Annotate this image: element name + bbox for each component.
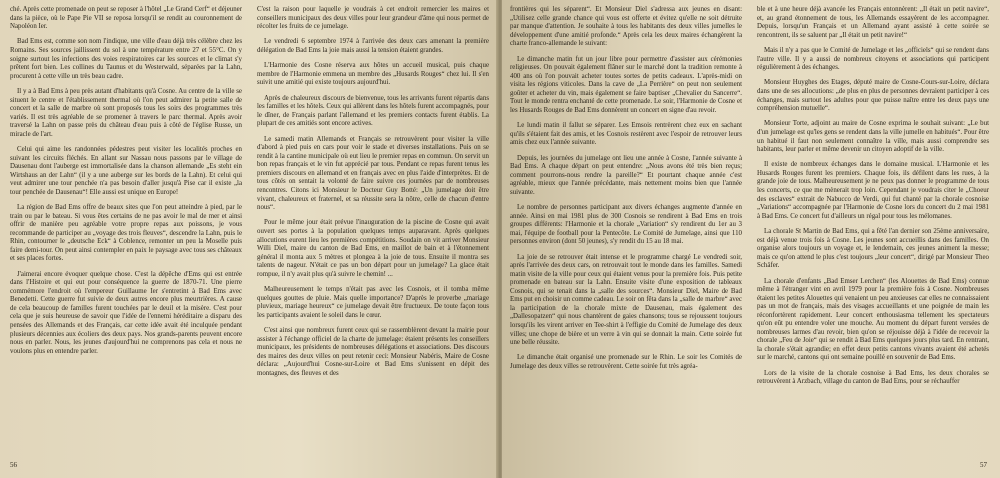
paragraph: Le lundi matin il fallut se séparer. Les Emsois rentrèrent chez eux en sachant qu'ils s'étaient fait des amis, et les Cosnois restèrent avec l'espoir de retrouver leurs amis chez eux l'année suivante.: [510, 122, 742, 147]
paragraph: Bad Ems est, comme son nom l'indique, une ville d'eau déjà très célèbre chez les Romains. Ses sources jaillissent du sol à une température entre 27 et 55°C. On y soigne surtout les infections des voies respiratoires car les sources et le climat s'y prêtent fort bien. Les collines du Taunus et du Westerwald, séparées par la Lahn, procurent à cette ville un très beau cadre.: [10, 38, 242, 80]
paragraph: Malheureusement le temps n'était pas avec les Cosnois, et il tomba même quelques gouttes de pluie. Mais quelle importance? D'après le proverbe „mariage pluvieux, mariage heureux“ ce jumelage devait être fructueux. De toute façon tous les participants avaient le soleil dans le cœur.: [257, 286, 489, 319]
paragraph: ché. Après cette promenade on peut se reposer à l'hôtel „Le Grand Cerf“ et déjeuner dans la pièce, où le Pape Pie VII se reposa lorsqu'il se rendit au couronnement de Napoléon Ier.: [10, 6, 242, 31]
paragraph: Il y a à Bad Ems à peu près autant d'habitants qu'à Cosne. Au centre de la ville se situent le centre et l'établissement thermal où l'on peut admirer la petite salle de concert et la salle de marbre où sont proposés tous les soirs des programmes très variés. Il est très agréable de se promener à travers le parc thermal. Après avoir traversé la Lahn on passe près du château d'eau puis à côté de l'église Russe, un miracle de l'art.: [10, 87, 242, 138]
left-page-column-2: [257, 6, 489, 385]
paragraph: frontières qui les séparent“. Et Monsieur Diel s'adressa aux jeunes en disant: „Utilisez celle grande chance qui vous est offerte et évitez qu'elle ne soit détruite par manque d'attention. Je souhaite à tous les habitants des deux villes jumelles le développement d'une amitié profonde.“ Après cela les deux maires échangèrent la charte franco-allemande le suivant:: [510, 6, 742, 48]
right-page: [502, 0, 1000, 478]
paragraph: Pour le même jour était prévue l'inauguration de la piscine de Cosne qui avait ouvert ses portes à la population quelques temps auparavant. Après quelques allocutions eurent lieu les premières compétitions. Soudain on vit arriver Monsieur Willi Diel, maire du canton de Bad Ems, en maillot de bain et à l'étonnement général il monta aux 5 mètres et plongea à la joie de tous. Ensuite il montra ses talents de nageur. N'était ce pas un bon départ pour un jumelage? La glace était rompue, il n'y avait plus qu'à suivre le chemin! ...: [257, 219, 489, 278]
paragraph: Le dimanche matin fut un jour libre pour permettre d'assister aux cérémonies religieuses. On pouvait également flâner sur le marché dont la tradition remonte à 400 ans où l'on pouvait acheter toutes sortes de petits cadeaux. L'après-midi on visita les régions viticoles. Dans la cave de „La Perrière“ on peut non seulement goûter et acheter du vin, mais également se faire baptiser „Chevalier du Sancerre“. Tout le monde rentra enchanté de cette promenade. Le soir, l'Harmonie de Cosne et les Husards Rouges de Bad Ems donnèrent un concert en signe d'au revoir.: [510, 55, 742, 114]
paragraph: Il existe de nombreux échanges dans le domaine musical. L'Harmonie et les Husards Rouges furent les premiers. Chaque fois, ils défilent dans les rues, à la grande joie de tous. Malheureusement je ne peux pas donner le programme de tous les concerts, ce que me mènerait trop loin. Cependant je voudrais citer le „Choeur des esclaves“ extrait de Nabucco de Verdi, qui fut chanté par la chorale cosnoise „Variations“ accompagnée par l'Harmonie de Cosne lors du concert du 2 mai 1981 à Bad Ems. Ce concert fut d'ailleurs un régal pour tous les mélomanes.: [757, 161, 989, 220]
paragraph: Mais il n'y a pas que le Comité de Jumelage et les „officiels“ qui se rendent dans l'autre ville. Il y a aussi de nombreux citoyens et associations qui participent régulièrement à des échanges.: [757, 46, 989, 72]
paragraph: ble et à une heure déjà avancée les Français entonnèrent: „Il était un petit navire“, et, au grand étonnement de tous, les Allemands essayèrent de les accompagner. Depuis, lorsqu'un Français et un Allemand ayant assisté à cette soirée se rencontrent, ils se saluent par „Il était un petit navire!“: [757, 6, 989, 39]
paragraph: Le vendredi 6 septembre 1974 à l'arrivée des deux cars amenant la première délégation de Bad Ems la joie mais aussi la tension étaient grandes.: [257, 38, 489, 54]
paragraph: Depuis, les journées du jumelage ont lieu une année à Cosne, l'année suivante à Bad Ems. A chaque départ on peut entendre: „Nous avons été très bien reçus; comment pourrons-nous rendre la pareille?“ Et pourtant chaque année c'est agréable, mieux que l'année précédante, mais nettement moins bien que l'année suivante.: [510, 154, 742, 196]
paragraph: Monsieur Torte, adjoint au maire de Cosne exprima le souhait suivant: „Le but d'un jumelage est qu'les gens se rendent dans la ville jumelle en habitués“. Pour être un habitué il faut non seulement connaître la ville, mais aussi comprendre ses habitants, leur parler et même devenir un citoyen adoptif de la ville.: [757, 120, 989, 154]
paragraph: Le dimanche était organisé une promenade sur le Rhin. Le soir les Comités de Jumelage des deux villes se retrouvèrent. Cette soirée fut très agréa-: [510, 354, 742, 371]
paragraph: Le samedi matin Allemands et Français se retrouvèrent pour visiter la ville d'abord à pied puis en cars pour voir le stade et diverses installations. Puis on se rendit à la cantine municipale où eut lieu le premier repas en commun. On servit un bon repas français et le vin fut apprécié par tous. Pendant ce repas furent tenus les premiers discours en allemand et en français avec en plus l'aide d'interprètes. Et de tous côtés on sentait la volonté de faire suivre ces journées par de nombreuses rencontres. Citons ici Monsieur le Docteur Guy Botté: „Un jumelage doit être vivant, chaleureux et fraternel, et sa réussite sera la nôtre, celle de chacun d'entre nous“.: [257, 135, 489, 212]
right-page-column-2: [757, 6, 989, 394]
paragraph: L'Harmonie des Cosne réserva aux hôtes un accueil musical, puis chaque membre de l'Harmonie emmena un membre des „Husards Rouges“ chez lui. Il s'en suivit une amitié qui existe toujours aujourd'hui.: [257, 62, 489, 87]
left-page: [0, 0, 498, 478]
paragraph: C'est ainsi que nombreux furent ceux qui se rassemblèrent devant la mairie pour assister à l'échange officiel de la charte de jumelage: étaient présents les conseillers municipaux, les présidents de nombreuses délégations et associations. Des discours des maires des deux villes on peut retenir ceci: Monsieur Nabéris, Maire de Cosne déclara: „Aujourd'hui Cosne-sur-Loire et Bad Ems s'unissent en dépit des montagnes, des fleuves et des: [257, 327, 489, 377]
paragraph: Après de chaleureux discours de bienvenue, tous les arrivants furent répartis dans les familles et les hôtels. Ceux qui allèrent dans les hôtels furent accompagnés, pour le dîner, de Français parlant l'allemand et les premiers contacts furent établis. La plupart de ces amitiés sont encore actives.: [257, 94, 489, 128]
paragraph: C'est la raison pour laquelle je voudrais à cet endroit remercier les maires et conseillers municipaux des deux villes pour leur grandeur d'âme qui nous permet de récolter les fruits de ce jumelage.: [257, 6, 489, 31]
page-number-left: 56: [10, 461, 17, 469]
paragraph: Le nombre de personnes participant aux divers échanges augmente d'année en année. Ainsi en mai 1981 plus de 300 Cosnois se rendirent à Bad Ems en trois groupes différents: l'Harmonie et la chorale „Variation“ s'y rendirent du 1er au 3 mai, l'équipe de football pour la Pentecôte. Le Comité de Jumelage, ainsi que 110 personnes environ (dont 50 jeunes), s'y rendit du 15 au 18 mai.: [510, 204, 742, 246]
paragraph: J'aimerai encore évoquer quelque chose. C'est la dépêche d'Ems qui est entrée dans l'Histoire et qui eut pour conséquence la guerre de 1870-71. Une pierre commémore l'endroit où l'empereur Guillaume Ier s'entretint à Bad Ems avec Benedetti. Cette guerre fut suivie de deux autres encore plus meurtrières. A cause de cela beaucoup de familles furent touchées par le deuil et la misère. C'est pour cela que je suis heureuse de savoir que l'idée de l'ennemi héréditaire a disparu des pensées des Allemands et des Français, car cette idée avait été inculquée pendant plusieurs décennies aux écoliers des deux pays. Nos grands-parents peuvent encore nous en parler. Nous, les jeunes d'aujourd'hui ne comprenons pas cela et nous ne voulons plus en entendre parler.: [10, 270, 242, 355]
paragraph: Monsieur Huyghes des Etages, député maire de Cosne-Cours-sur-Loire, déclara dans une de ses allocutions: „de plus en plus de personnes devraient participer à ces échanges, mais surtout les adultes pour que puisse naître entre les deux pays une compréhension mutuelle“.: [757, 79, 989, 113]
paragraph: La chorale d'enfants „Bad Emser Lerchen“ (les Alouettes de Bad Ems) connue même à l'étranger vint en avril 1979 pour la première fois à Cosne. Nombreuses étaient les petites Alouettes qui venaient un peu anxieuses car elles ne connaissaient pas un mot de français, mais des visages accueillants et une poignée de main les réconfortèrent rapidement. Leur concert enthousiasma tellement les spectateurs qu'on eût pu entendre voler une mouche. Au moment du départ furent versées de nombreuses larmes d'au revoir, bien qu'on se réjouisse déjà à l'idée de recevoir la chorale „Feu de Joie“ qui se rendit à Bad Ems quelques jours plus tard. En rentrant, la chorale s'était agrandie; en effet deux petits cantons vivants avaient été achetés sur le marché, cantons qui ont semaine pouillé en souvenir de Bad Ems.: [757, 277, 989, 362]
right-page-column-1: [510, 6, 742, 378]
paragraph: La région de Bad Ems offre de beaux sites que l'on peut atteindre à pied, par le train ou par le bateau. Si vous êtes certains de ne pas avoir le mal de mer et ainsi offrir de manière peu agréable votre propre repas aux poissons, je vous recommande de participer au „voyage des trois fleuves“, descendre la Lahn, puis le Rhin, contourner le „deutsche Eck“ à Coblence, remonter un peu la Moselle puis faire demi-tour. On peut ainsi contempler en paix le paysage avec tous ses châteaux et ses places fortes.: [10, 204, 242, 263]
paragraph: La joie de se retrouver était intense et le programme chargé Le vendredi soir, après l'arrivée des deux cars, on retrouvait tout le monde dans les familles. Samedi matin visite de la ville pour ceux qui étaient venus pour la première fois. Puis petite promenade en bateau sur la Lahn. Ensuite visite d'une exposition de tableaux Cosnois, qui se tenait dans la „salle des sources“. Monsieur Diel, Maire de Bad Ems put en choisir un comme cadeau. Le soir on fêta dans la „salle de marbre“ avec la participation de la chorale mixte de Dausenau, mais également des „Dallesopatzen“ qui nous chantèrent de gaies chansons; tous se rejoussent toujours lorsqu'ils les virent arriver en Tee-shirt à l'effigie du Comité de Jumelage des deux villes; une chope de bière et un verre à vin qui se donnait la main. Cette soirée fut une belle réussite.: [510, 253, 742, 347]
paragraph: Celui qui aime les randonnées pédestres peut visiter les localités proches en suivant les circuits fléchés. En allant sur Nassau nous passons par le village de Dausenau dont l'auberge est immortalisée dans la chanson allemande „Es steht ein Wirtshaus an der Lahn“ (il y a une auberge sur les bords de la Lahn). Et celui qui veut admirer une tour penchée n'a pas besoin d'aller jusqu'à Pise car il existe „la tour penchée de Dausenau“! Elle aussi est unique en Europe!: [10, 146, 242, 196]
left-page-column-1: [10, 6, 242, 363]
paragraph: Lors de la visite de la chorale cosnoise à Bad Ems, les deux chorales se retrouvèrent à Arzbach, village du canton de Bad Ems, pour se réchauffer: [757, 369, 989, 386]
page-number-right: 57: [980, 461, 987, 469]
paragraph: La chorale St Martin de Bad Ems, qui a fêté l'an dernier son 25ème anniversaire, est déjà venue trois fois à Cosne. Les jeunes sont accueillis dans des familles. On organise alors toujours un voyage et, le lendemain, ces jeunes animent la messe; mais ce qu'on attend le plus c'est toujours „leur concert“, dirigé par Monsieur Theo Schäfer.: [757, 228, 989, 270]
